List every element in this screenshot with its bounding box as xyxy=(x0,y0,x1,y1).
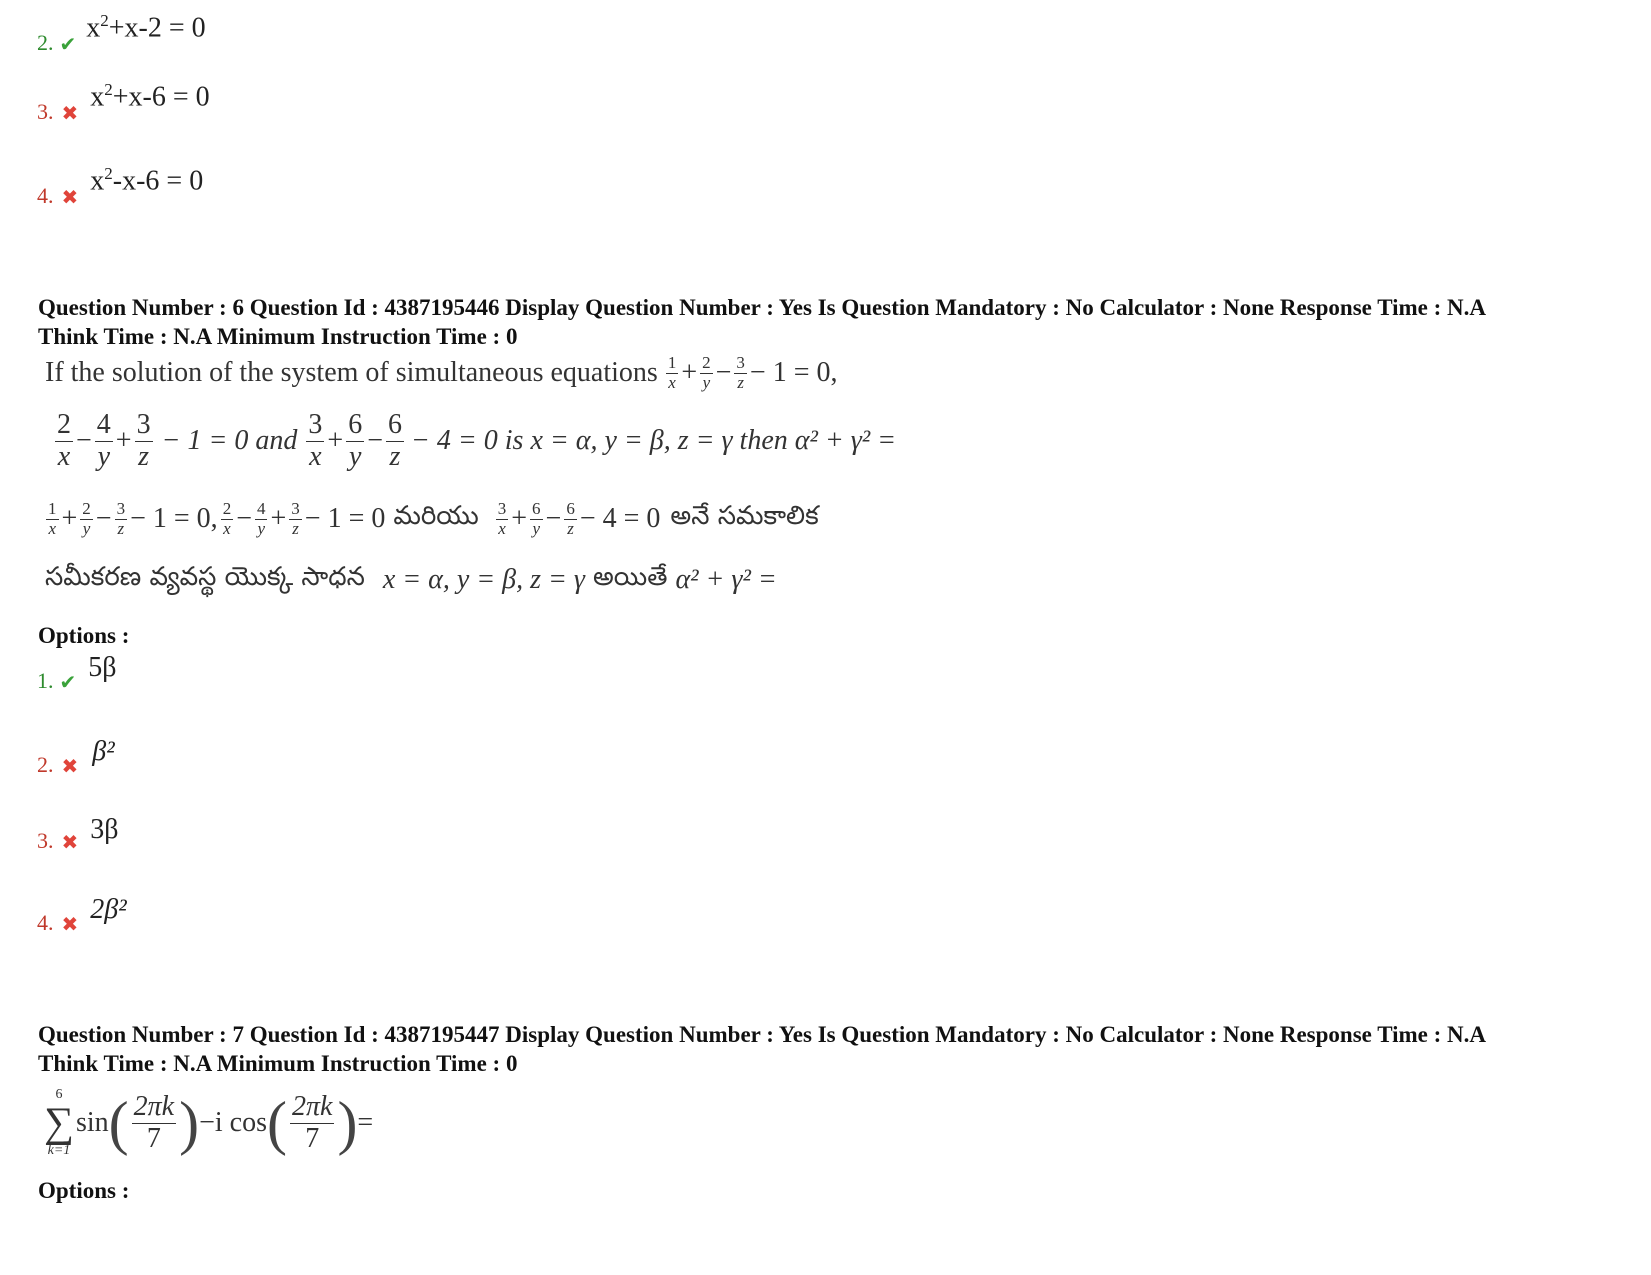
question-6-telugu-line2 xyxy=(45,562,777,598)
fraction: $\frac{2}{y}$ xyxy=(702,353,711,392)
telugu-word: మరియు xyxy=(393,501,479,532)
operator: − xyxy=(76,425,92,457)
equals-sign: = xyxy=(357,1107,374,1138)
question-meta-line1: Question Number : 6 Question Id : 4387195446 Display Question Number : Yes Is Question Mandatory : No Calculator : None Response Time : N.A xyxy=(38,295,1487,320)
solution-expression: x = α, y = β, z = γ xyxy=(382,564,585,595)
question-meta-line1: Question Number : 7 Question Id : 4387195447 Display Question Number : Yes Is Question Mandatory : No Calculator : None Response Time : N.A xyxy=(38,1022,1487,1047)
operator: + xyxy=(270,503,287,535)
options-label: Options : xyxy=(38,623,130,648)
fraction: $\frac{2\pi k}{7}$ xyxy=(291,1090,333,1154)
equation-tail: − 4 = 0 is x = α, y = β, z = γ then α² + γ² = xyxy=(410,425,897,457)
question-6-telugu-line1 xyxy=(43,500,819,538)
prev-option-4 xyxy=(37,164,204,210)
fraction: $\frac{3}{x}$ xyxy=(308,409,323,472)
question-intro: If the solution of the system of simultaneous equations xyxy=(45,357,658,389)
option-expression: 3β xyxy=(90,814,119,845)
equation-tail: − 1 = 0, xyxy=(130,503,218,535)
fraction: $\frac{6}{z}$ xyxy=(566,499,575,538)
fraction: $\frac{6}{y}$ xyxy=(348,409,363,472)
summation xyxy=(44,1088,74,1158)
option-number: 3. xyxy=(37,828,54,853)
operator: − xyxy=(715,357,732,389)
option-number: 4. xyxy=(37,183,54,209)
left-paren: ( xyxy=(266,1090,287,1156)
q6-option-2[interactable] xyxy=(37,736,115,778)
operator: − xyxy=(545,503,562,535)
fraction: $\frac{4}{y}$ xyxy=(96,409,111,472)
cos-function: −i cos xyxy=(199,1107,267,1138)
option-expression: 2β² xyxy=(90,894,127,925)
operator: + xyxy=(61,503,78,535)
option-expression: $x^2-x-6 = 0$ xyxy=(90,164,204,197)
equation-tail: − 1 = 0 xyxy=(304,503,386,535)
fraction: $\frac{3}{z}$ xyxy=(136,409,151,472)
left-paren: ( xyxy=(108,1090,129,1156)
option-number: 1. xyxy=(37,668,54,693)
fraction: $\frac{2}{y}$ xyxy=(82,499,91,538)
telugu-phrase: సమీకరణ వ్యవస్థ యొక్క సాధన xyxy=(45,562,365,592)
question-6-meta xyxy=(38,293,1486,351)
fraction: $\frac{3}{z}$ xyxy=(116,499,126,538)
operator: − xyxy=(236,503,252,535)
operator: + xyxy=(115,425,132,457)
fraction: $\frac{1}{x}$ xyxy=(667,353,677,392)
check-icon: ✔ xyxy=(59,32,77,56)
question-ending: α² + γ² = xyxy=(675,564,777,595)
question-6-text-line2 xyxy=(52,410,896,473)
fraction: $\frac{6}{z}$ xyxy=(387,409,402,472)
fraction: $\frac{1}{x}$ xyxy=(48,499,57,538)
question-7-meta xyxy=(38,1020,1486,1078)
question-meta-line2: Think Time : N.A Minimum Instruction Time : 0 xyxy=(38,324,518,349)
option-expression: β² xyxy=(92,736,115,767)
right-paren: ) xyxy=(179,1090,200,1156)
options-label: Options : xyxy=(38,1178,130,1203)
q6-option-3[interactable] xyxy=(37,814,119,854)
fraction: $\frac{3}{z}$ xyxy=(291,499,300,538)
cross-icon: ✖ xyxy=(61,754,79,778)
fraction: $\frac{2\pi k}{7}$ xyxy=(133,1090,175,1154)
option-number: 2. xyxy=(37,752,54,777)
operator: − xyxy=(367,425,383,457)
question-7-formula xyxy=(44,1088,373,1158)
fraction: $\frac{3}{z}$ xyxy=(736,353,745,392)
fraction: $\frac{6}{y}$ xyxy=(532,499,541,538)
equation-middle: − 1 = 0 and xyxy=(161,425,298,457)
prev-option-2 xyxy=(37,8,206,56)
telugu-phrase: అయితే xyxy=(592,562,668,592)
fraction: $\frac{2}{x}$ xyxy=(57,409,71,472)
q6-option-1[interactable] xyxy=(37,652,117,694)
cross-icon: ✖ xyxy=(61,101,79,126)
operator: + xyxy=(681,357,698,389)
option-expression: $x^2+x-6 = 0$ xyxy=(90,80,210,113)
fraction: $\frac{4}{y}$ xyxy=(256,499,266,538)
option-number: 4. xyxy=(37,910,54,935)
operator: + xyxy=(511,503,528,535)
option-number: 2. xyxy=(37,30,54,55)
telugu-phrase: అనే సమకాలిక xyxy=(670,501,819,532)
equation-tail: − 4 = 0 xyxy=(579,503,661,535)
operator: + xyxy=(327,425,344,457)
fraction: $\frac{2}{x}$ xyxy=(222,499,232,538)
q6-option-4[interactable] xyxy=(37,894,127,936)
check-icon: ✔ xyxy=(59,670,77,694)
fraction: $\frac{3}{x}$ xyxy=(497,499,507,538)
sum-lower-limit: k=1 xyxy=(47,1143,71,1158)
option-number: 3. xyxy=(37,99,54,125)
sin-function: sin xyxy=(75,1107,109,1138)
operator: − xyxy=(95,503,112,535)
right-paren: ) xyxy=(337,1090,358,1156)
sum-upper-limit: 6 xyxy=(55,1087,63,1102)
question-meta-line2: Think Time : N.A Minimum Instruction Time : 0 xyxy=(38,1051,518,1076)
prev-option-3 xyxy=(37,80,210,126)
option-expression: 5β xyxy=(88,652,117,683)
sigma-icon: ∑ xyxy=(44,1100,74,1146)
equation-tail: − 1 = 0, xyxy=(749,357,838,389)
cross-icon: ✖ xyxy=(61,185,79,210)
cross-icon: ✖ xyxy=(61,830,79,854)
question-6-text-line1 xyxy=(45,354,838,392)
cross-icon: ✖ xyxy=(61,912,79,936)
option-expression: $x^2+x-2 = 0$ xyxy=(86,10,206,43)
